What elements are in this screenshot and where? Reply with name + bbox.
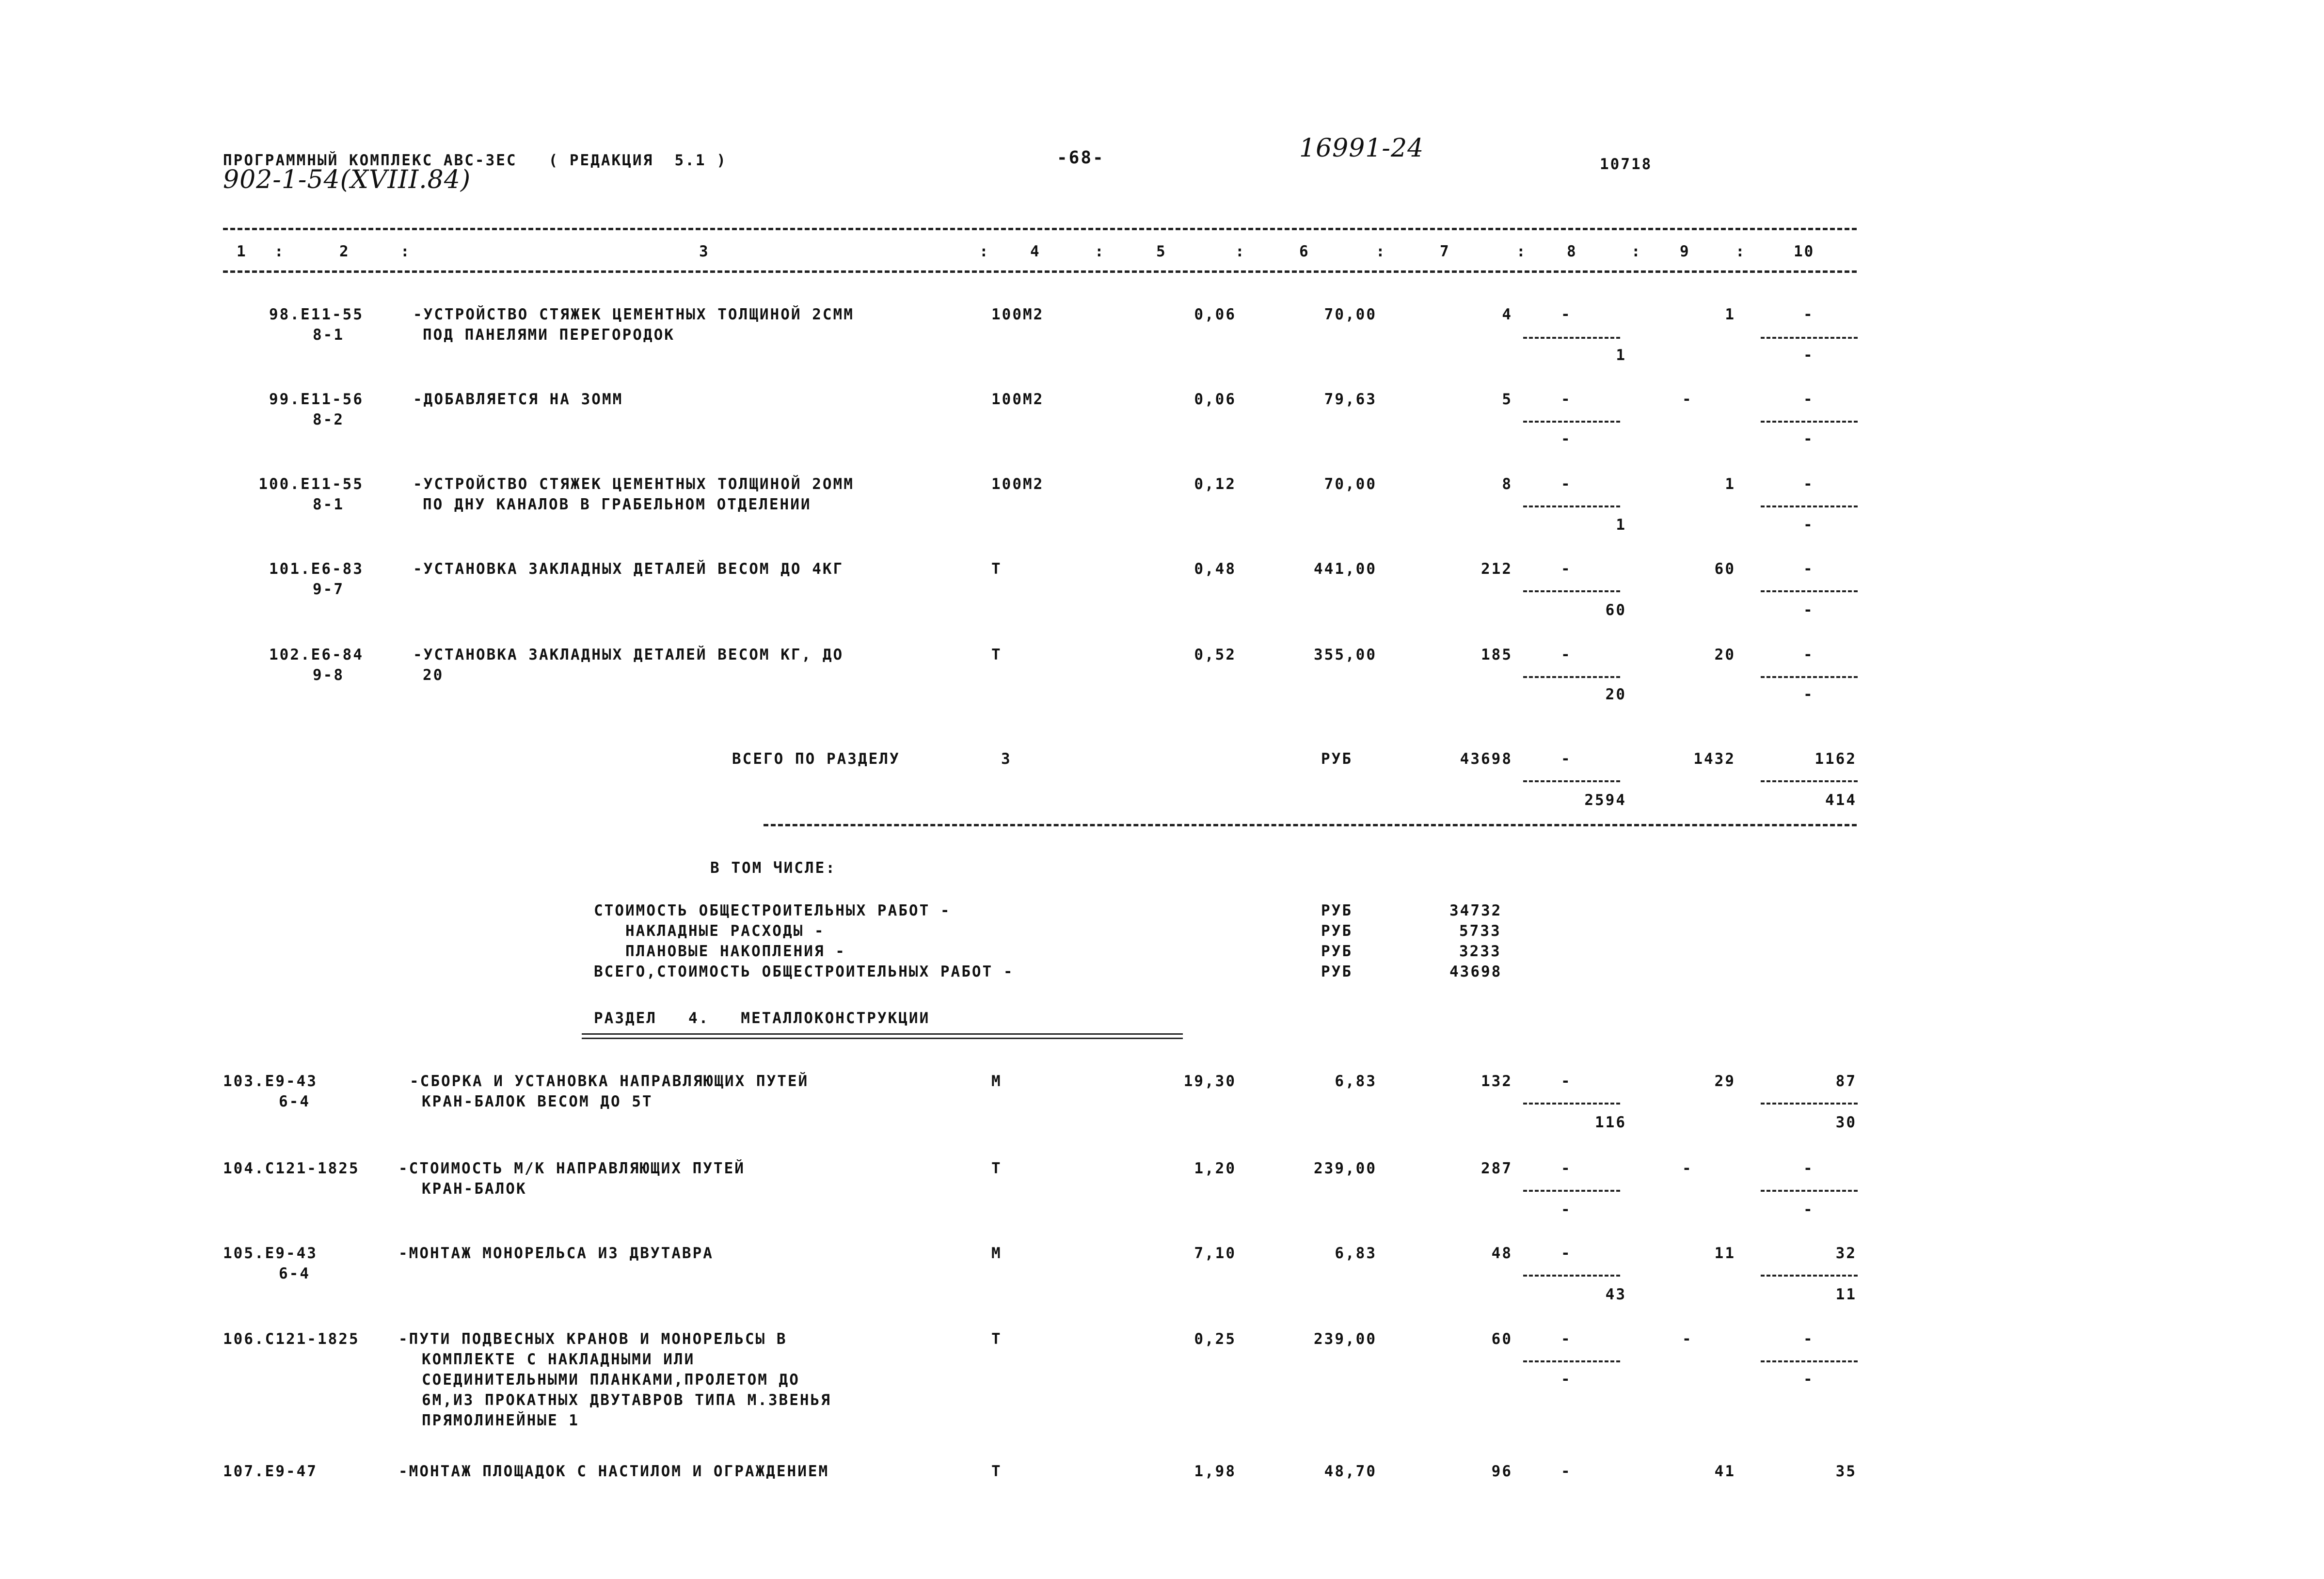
page-number: -68- bbox=[1057, 148, 1105, 168]
row-desc-line: СОЕДИНИТЕЛЬНЫМИ ПЛАНКАМИ,ПРОЛЕТОМ ДО bbox=[422, 1371, 800, 1389]
including-item-unit: РУБ bbox=[1321, 902, 1353, 919]
row-desc-line: КРАН-БАЛОК bbox=[422, 1180, 527, 1198]
row-col8-bottom: 43 bbox=[1605, 1286, 1626, 1303]
row-col10-top: - bbox=[1803, 1330, 1814, 1348]
project-number-handwritten: 16991-24 bbox=[1299, 134, 1424, 163]
row-desc-line: 6М,ИЗ ПРОКАТНЫХ ДВУТАВРОВ ТИПА М.ЗВЕНЬЯ bbox=[422, 1391, 831, 1409]
row-col7: 8 bbox=[1502, 475, 1512, 493]
row-desc-line: КОМПЛЕКТЕ С НАКЛАДНЫМИ ИЛИ bbox=[422, 1351, 695, 1368]
row-col10-top: - bbox=[1803, 475, 1814, 493]
row-col10-bottom: - bbox=[1803, 1371, 1814, 1388]
row-code: 102.Е6-84 bbox=[269, 646, 364, 663]
row-col9: 20 bbox=[1714, 646, 1735, 663]
row-col9: 29 bbox=[1714, 1073, 1735, 1090]
col-3: 3 bbox=[699, 243, 710, 260]
row-col10-top: 87 bbox=[1835, 1073, 1857, 1090]
row-unit: Т bbox=[991, 560, 1002, 578]
row-col8-top: - bbox=[1561, 1073, 1572, 1090]
row-col8-bottom: 1 bbox=[1616, 516, 1626, 534]
col-4: 4 bbox=[1030, 243, 1041, 260]
total-col8-bottom: 2594 bbox=[1584, 791, 1626, 809]
row-col10-bottom: - bbox=[1803, 516, 1814, 534]
col-2: 2 bbox=[339, 243, 350, 260]
row-qty: 0,06 bbox=[1194, 306, 1236, 323]
row-price: 48,70 bbox=[1324, 1463, 1377, 1480]
row-desc-line: -УСТАНОВКА ЗАКЛАДНЫХ ДЕТАЛЕЙ ВЕСОМ КГ, ДО bbox=[413, 646, 844, 663]
total-col8-top: - bbox=[1561, 750, 1572, 768]
row-col10-top: - bbox=[1803, 646, 1814, 663]
row-col10-top: 32 bbox=[1835, 1245, 1857, 1262]
row-desc-line: -МОНТАЖ ПЛОЩАДОК С НАСТИЛОМ И ОГРАЖДЕНИЕМ bbox=[398, 1463, 829, 1480]
row-col8-top: - bbox=[1561, 1160, 1572, 1177]
row-col8-bottom: - bbox=[1561, 430, 1572, 448]
including-item-label: СТОИМОСТЬ ОБЩЕСТРОИТЕЛЬНЫХ РАБОТ - bbox=[594, 902, 951, 919]
row-col8-top: - bbox=[1561, 646, 1572, 663]
row-subcode: 9-8 bbox=[313, 666, 344, 684]
row-col9: 1 bbox=[1725, 475, 1735, 493]
col-sep: : bbox=[1095, 243, 1105, 260]
col-5: 5 bbox=[1156, 243, 1167, 260]
row-col8-bottom: - bbox=[1561, 1201, 1572, 1218]
row-subcode: 9-7 bbox=[313, 581, 344, 598]
col-sep: : bbox=[400, 243, 411, 260]
header-rule-bottom bbox=[223, 270, 1857, 273]
row-desc-line: ПО ДНУ КАНАЛОВ В ГРАБЕЛЬНОМ ОТДЕЛЕНИИ bbox=[423, 496, 812, 513]
including-item-label: ПЛАНОВЫЕ НАКОПЛЕНИЯ - bbox=[594, 943, 846, 960]
row-price: 6,83 bbox=[1335, 1073, 1377, 1090]
fraction-rule bbox=[1761, 337, 1858, 339]
total-col9: 1432 bbox=[1693, 750, 1735, 768]
row-subcode: 8-2 bbox=[313, 411, 344, 428]
fraction-rule bbox=[1761, 780, 1858, 782]
program-title: ПРОГРАММНЫЙ КОМПЛЕКС АВС-3ЕС ( РЕДАКЦИЯ 5.1 ) bbox=[223, 152, 727, 169]
row-price: 79,63 bbox=[1324, 391, 1377, 408]
row-qty: 0,52 bbox=[1194, 646, 1236, 663]
row-unit: Т bbox=[991, 1330, 1002, 1348]
including-item-value: 34732 bbox=[1449, 902, 1502, 919]
row-col8-bottom: 20 bbox=[1605, 686, 1626, 703]
col-sep: : bbox=[1735, 243, 1746, 260]
including-item-label: ВСЕГО,СТОИМОСТЬ ОБЩЕСТРОИТЕЛЬНЫХ РАБОТ - bbox=[594, 963, 1014, 980]
fraction-rule bbox=[1761, 1190, 1858, 1192]
row-col10-top: - bbox=[1803, 306, 1814, 323]
row-unit: Т bbox=[991, 1160, 1002, 1177]
document-number: 10718 bbox=[1600, 156, 1653, 173]
including-item-unit: РУБ bbox=[1321, 922, 1353, 940]
col-sep: : bbox=[1631, 243, 1642, 260]
row-col9: - bbox=[1682, 391, 1693, 408]
row-col10-bottom: - bbox=[1803, 347, 1814, 364]
row-col8-bottom: 1 bbox=[1616, 347, 1626, 364]
col-1: 1 bbox=[237, 243, 247, 260]
row-col8-top: - bbox=[1561, 1330, 1572, 1348]
row-col9: 11 bbox=[1714, 1245, 1735, 1262]
col-8: 8 bbox=[1567, 243, 1577, 260]
including-title: В ТОМ ЧИСЛЕ: bbox=[710, 859, 836, 877]
row-col10-bottom: 11 bbox=[1835, 1286, 1857, 1303]
row-price: 441,00 bbox=[1314, 560, 1377, 578]
row-code: 105.Е9-43 bbox=[223, 1245, 318, 1262]
row-desc-line: -УСТАНОВКА ЗАКЛАДНЫХ ДЕТАЛЕЙ ВЕСОМ ДО 4КГ bbox=[413, 560, 844, 578]
row-price: 70,00 bbox=[1324, 306, 1377, 323]
row-price: 239,00 bbox=[1314, 1160, 1377, 1177]
col-10: 10 bbox=[1794, 243, 1815, 260]
row-price: 6,83 bbox=[1335, 1245, 1377, 1262]
row-desc-line: -УСТРОЙСТВО СТЯЖЕК ЦЕМЕНТНЫХ ТОЛЩИНОЙ 2СММ bbox=[413, 306, 854, 323]
row-col7: 5 bbox=[1502, 391, 1512, 408]
row-col7: 48 bbox=[1491, 1245, 1512, 1262]
row-unit: 100М2 bbox=[991, 391, 1044, 408]
row-col10-top: 35 bbox=[1835, 1463, 1857, 1480]
row-code: 104.С121-1825 bbox=[223, 1160, 360, 1177]
row-desc-line: -СТОИМОСТЬ М/К НАПРАВЛЯЮЩИХ ПУТЕЙ bbox=[398, 1160, 745, 1177]
row-col7: 287 bbox=[1481, 1160, 1512, 1177]
row-desc-line: -СБОРКА И УСТАНОВКА НАПРАВЛЯЮЩИХ ПУТЕЙ bbox=[410, 1073, 809, 1090]
fraction-rule bbox=[1761, 590, 1858, 592]
row-subcode: 8-1 bbox=[313, 496, 344, 513]
row-subcode: 6-4 bbox=[279, 1265, 310, 1282]
row-qty: 0,06 bbox=[1194, 391, 1236, 408]
row-col8-top: - bbox=[1561, 475, 1572, 493]
row-col8-bottom: - bbox=[1561, 1371, 1572, 1388]
fraction-rule bbox=[1523, 1360, 1620, 1362]
row-qty: 19,30 bbox=[1183, 1073, 1236, 1090]
fraction-rule bbox=[1523, 676, 1620, 678]
fraction-rule bbox=[1761, 421, 1858, 423]
col-sep: : bbox=[1376, 243, 1386, 260]
row-col8-top: - bbox=[1561, 1463, 1572, 1480]
row-unit: 100М2 bbox=[991, 306, 1044, 323]
row-col8-top: - bbox=[1561, 391, 1572, 408]
row-price: 355,00 bbox=[1314, 646, 1377, 663]
row-col7: 212 bbox=[1481, 560, 1512, 578]
fraction-rule bbox=[1523, 1275, 1620, 1277]
row-qty: 1,20 bbox=[1194, 1160, 1236, 1177]
row-col10-bottom: - bbox=[1803, 1201, 1814, 1218]
fraction-rule bbox=[1761, 1103, 1858, 1105]
col-7: 7 bbox=[1440, 243, 1450, 260]
fraction-rule bbox=[1523, 590, 1620, 592]
col-sep: : bbox=[1235, 243, 1246, 260]
row-subcode: 8-1 bbox=[313, 326, 344, 344]
row-price: 70,00 bbox=[1324, 475, 1377, 493]
row-col10-top: - bbox=[1803, 1160, 1814, 1177]
row-code: 106.С121-1825 bbox=[223, 1330, 360, 1348]
row-unit: 100М2 bbox=[991, 475, 1044, 493]
row-desc-line: -ПУТИ ПОДВЕСНЫХ КРАНОВ И МОНОРЕЛЬСЫ В bbox=[398, 1330, 787, 1348]
row-price: 239,00 bbox=[1314, 1330, 1377, 1348]
row-unit: Т bbox=[991, 1463, 1002, 1480]
row-col8-bottom: 60 bbox=[1605, 601, 1626, 619]
row-qty: 1,98 bbox=[1194, 1463, 1236, 1480]
fraction-rule bbox=[1523, 505, 1620, 507]
row-col10-bottom: 30 bbox=[1835, 1114, 1857, 1131]
section-heading-underline bbox=[582, 1033, 1183, 1039]
row-desc-line: 20 bbox=[423, 666, 444, 684]
total-label: ВСЕГО ПО РАЗДЕЛУ bbox=[732, 750, 900, 768]
row-desc-line: -ДОБАВЛЯЕТСЯ НА 3ОММ bbox=[413, 391, 623, 408]
row-col8-top: - bbox=[1561, 560, 1572, 578]
section-heading: РАЗДЕЛ 4. МЕТАЛЛОКОНСТРУКЦИИ bbox=[594, 1010, 930, 1027]
fraction-rule bbox=[1761, 505, 1858, 507]
row-code: 100.Е11-55 bbox=[258, 475, 364, 493]
total-rule bbox=[764, 824, 1857, 826]
total-unit: РУБ bbox=[1321, 750, 1353, 768]
including-item-unit: РУБ bbox=[1321, 943, 1353, 960]
fraction-rule bbox=[1761, 1360, 1858, 1362]
row-desc-line: КРАН-БАЛОК ВЕСОМ ДО 5Т bbox=[422, 1093, 653, 1110]
row-qty: 0,12 bbox=[1194, 475, 1236, 493]
row-col10-bottom: - bbox=[1803, 430, 1814, 448]
row-col7: 60 bbox=[1491, 1330, 1512, 1348]
row-col9: - bbox=[1682, 1160, 1693, 1177]
row-col8-top: - bbox=[1561, 1245, 1572, 1262]
row-col9: 1 bbox=[1725, 306, 1735, 323]
total-section-number: 3 bbox=[1001, 750, 1012, 768]
row-col7: 96 bbox=[1491, 1463, 1512, 1480]
row-col10-top: - bbox=[1803, 391, 1814, 408]
row-col8-bottom: 116 bbox=[1595, 1114, 1626, 1131]
col-9: 9 bbox=[1680, 243, 1690, 260]
col-sep: : bbox=[979, 243, 990, 260]
total-col10-top: 1162 bbox=[1815, 750, 1857, 768]
row-col9: - bbox=[1682, 1330, 1693, 1348]
row-col9: 41 bbox=[1714, 1463, 1735, 1480]
row-col7: 132 bbox=[1481, 1073, 1512, 1090]
row-desc-line: ПРЯМОЛИНЕЙНЫЕ 1 bbox=[422, 1412, 579, 1429]
row-col8-top: - bbox=[1561, 306, 1572, 323]
fraction-rule bbox=[1523, 780, 1620, 782]
row-col10-bottom: - bbox=[1803, 601, 1814, 619]
col-sep: : bbox=[1516, 243, 1527, 260]
row-code: 103.Е9-43 bbox=[223, 1073, 318, 1090]
row-col10-top: - bbox=[1803, 560, 1814, 578]
project-code-handwritten: 902-1-54(XVIII.84) bbox=[223, 165, 471, 194]
fraction-rule bbox=[1761, 1275, 1858, 1277]
row-desc-line: -МОНТАЖ МОНОРЕЛЬСА ИЗ ДВУТАВРА bbox=[398, 1245, 714, 1262]
including-item-unit: РУБ bbox=[1321, 963, 1353, 980]
col-6: 6 bbox=[1299, 243, 1310, 260]
row-col10-bottom: - bbox=[1803, 686, 1814, 703]
including-item-label: НАКЛАДНЫЕ РАСХОДЫ - bbox=[594, 922, 825, 940]
including-item-value: 3233 bbox=[1459, 943, 1501, 960]
row-subcode: 6-4 bbox=[279, 1093, 310, 1110]
row-code: 98.Е11-55 bbox=[269, 306, 364, 323]
fraction-rule bbox=[1523, 1190, 1620, 1192]
row-code: 107.Е9-47 bbox=[223, 1463, 318, 1480]
row-code: 101.Е6-83 bbox=[269, 560, 364, 578]
row-unit: М bbox=[991, 1073, 1002, 1090]
row-qty: 0,48 bbox=[1194, 560, 1236, 578]
fraction-rule bbox=[1761, 676, 1858, 678]
row-qty: 7,10 bbox=[1194, 1245, 1236, 1262]
fraction-rule bbox=[1523, 337, 1620, 339]
row-col7: 4 bbox=[1502, 306, 1512, 323]
row-col9: 60 bbox=[1714, 560, 1735, 578]
row-qty: 0,25 bbox=[1194, 1330, 1236, 1348]
row-code: 99.Е11-56 bbox=[269, 391, 364, 408]
row-desc-line: ПОД ПАНЕЛЯМИ ПЕРЕГОРОДОК bbox=[423, 326, 675, 344]
total-col10-bottom: 414 bbox=[1825, 791, 1857, 809]
fraction-rule bbox=[1523, 421, 1620, 423]
row-col7: 185 bbox=[1481, 646, 1512, 663]
col-sep: : bbox=[274, 243, 285, 260]
total-col7: 43698 bbox=[1460, 750, 1512, 768]
row-desc-line: -УСТРОЙСТВО СТЯЖЕК ЦЕМЕНТНЫХ ТОЛЩИНОЙ 2ОММ bbox=[413, 475, 854, 493]
row-unit: М bbox=[991, 1245, 1002, 1262]
including-item-value: 43698 bbox=[1449, 963, 1502, 980]
row-unit: Т bbox=[991, 646, 1002, 663]
including-item-value: 5733 bbox=[1459, 922, 1501, 940]
fraction-rule bbox=[1523, 1103, 1620, 1105]
header-rule-top bbox=[223, 228, 1857, 230]
